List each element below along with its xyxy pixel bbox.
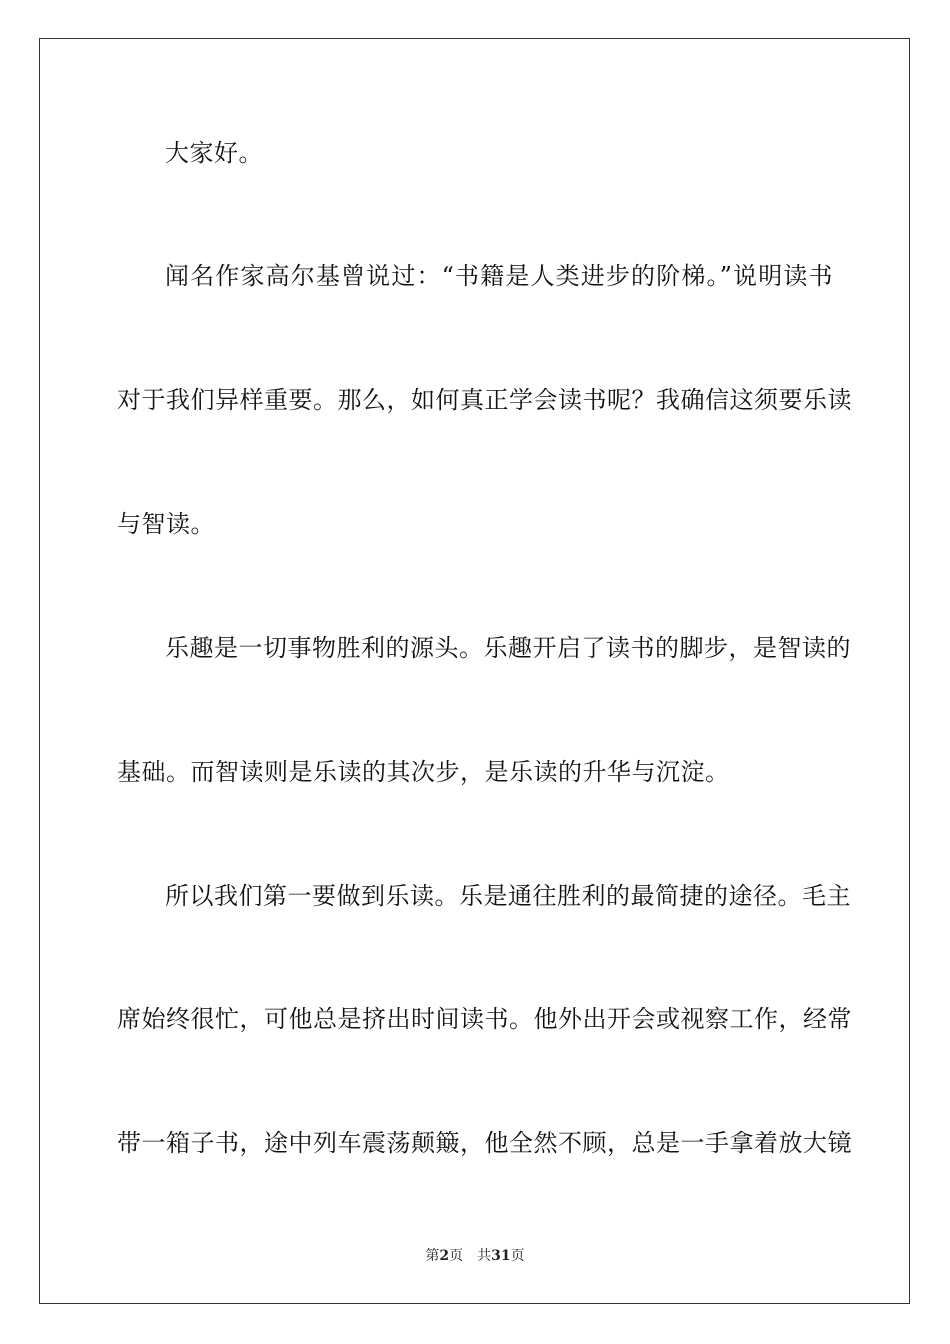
greeting-line: 大家好。 [165,139,263,167]
paragraph-3-line-2: 席始终很忙，可他总是挤出时间读书。他外出开会或视察工作，经常 [117,1005,852,1033]
paragraph-3-line-3: 带一箱子书，途中列车震荡颠簸，他全然不顾，总是一手拿着放大镜 [117,1129,852,1157]
paragraph-1-line-2: 对于我们异样重要。那么，如何真正学会读书呢？我确信这须要乐读 [117,386,852,414]
total-pages: 31 [491,1248,511,1264]
page-number: 2 [439,1248,450,1264]
paragraph-2-line-1: 乐趣是一切事物胜利的源头。乐趣开启了读书的脚步，是智读的 [165,634,851,662]
page-footer [0,1246,950,1266]
total-prefix: 共 [477,1248,492,1264]
paragraph-3-line-1: 所以我们第一要做到乐读。乐是通往胜利的最简捷的途径。毛主 [165,882,851,910]
paragraph-1-line-1: 闻名作家高尔基曾说过：“书籍是人类进步的阶梯。”说明读书 [165,262,833,290]
page-suffix: 页 [449,1248,464,1264]
paragraph-2-line-2: 基础。而智读则是乐读的其次步，是乐读的升华与沉淀。 [117,758,730,786]
page-prefix: 第 [425,1248,440,1264]
paragraph-1-line-3: 与智读。 [117,510,215,538]
page-border [39,38,910,1304]
total-suffix: 页 [510,1248,525,1264]
